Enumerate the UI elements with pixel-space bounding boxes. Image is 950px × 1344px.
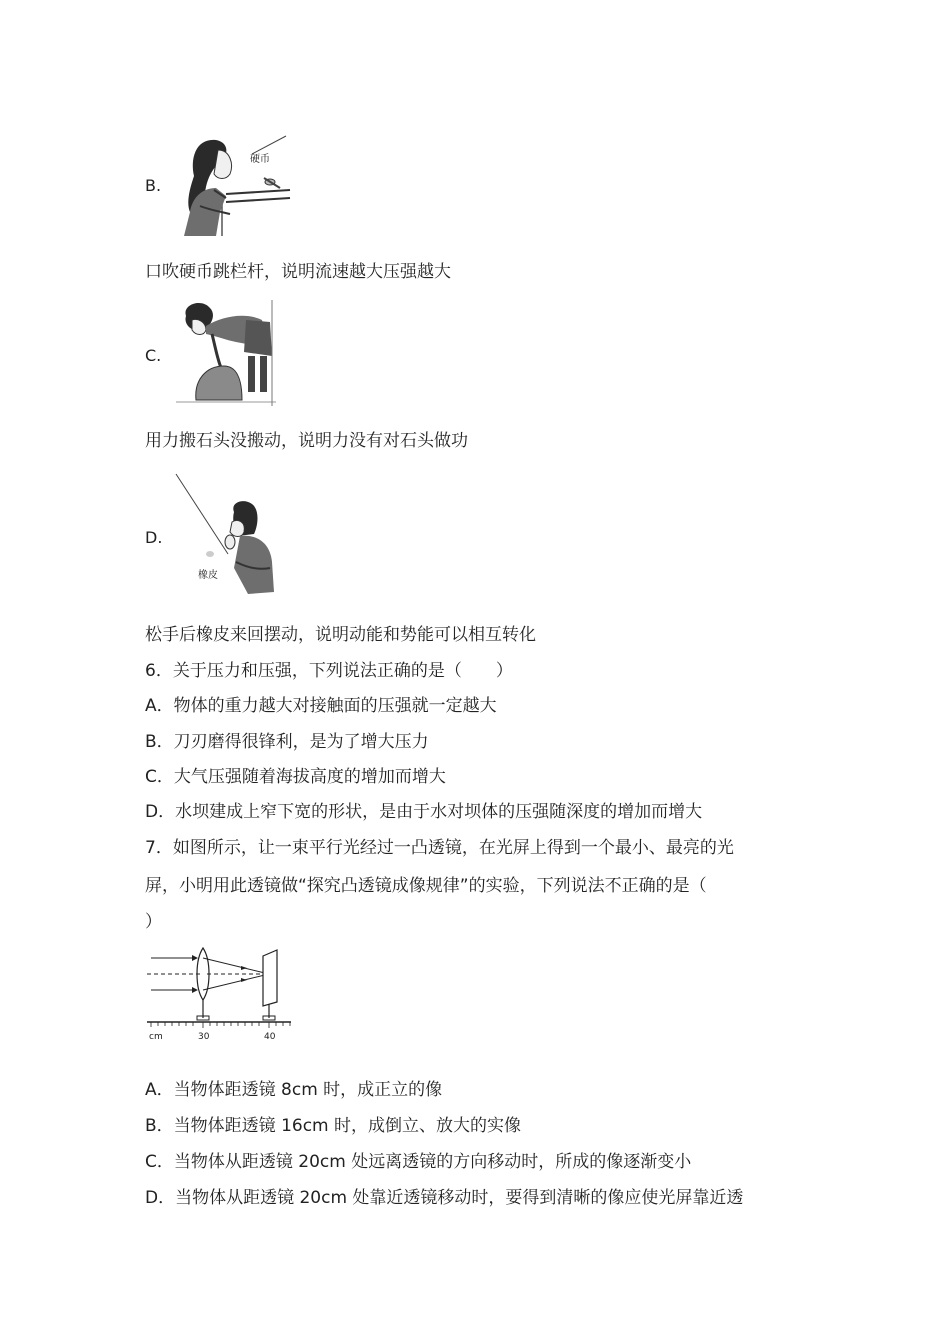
figure-lift-stone (176, 300, 276, 406)
ruler-tick-30: 30 (198, 1032, 210, 1042)
q7-option-b: B．当物体距透镜 16cm 时，成倒立、放大的实像 (145, 1116, 522, 1136)
eraser-label: 橡皮 (198, 570, 218, 581)
q6-option-c: C．大气压强随着海拔高度的增加而增大 (145, 767, 446, 787)
q7-stem-line-1: 7．如图所示，让一束平行光经过一凸透镜，在光屏上得到一个最小、最亮的光 (145, 838, 734, 858)
q7-stem-line-3: ） (145, 912, 162, 932)
coin-label: 硬币 (250, 154, 270, 165)
q6-option-b: B．刀刃磨得很锋利，是为了增大压力 (145, 732, 429, 752)
figure-pendulum-eraser (174, 472, 284, 604)
option-c-label: C. (145, 346, 162, 365)
caption-b: 口吹硬币跳栏杆，说明流速越大压强越大 (145, 262, 451, 282)
figure-convex-lens-bench (145, 946, 295, 1044)
caption-d: 松手后橡皮来回摆动，说明动能和势能可以相互转化 (145, 625, 536, 645)
q6-option-d: D．水坝建成上窄下宽的形状，是由于水对坝体的压强随深度的增加而增大 (145, 802, 703, 822)
q6-option-a: A．物体的重力越大对接触面的压强就一定越大 (145, 696, 497, 716)
caption-c: 用力搬石头没搬动，说明力没有对石头做功 (145, 431, 468, 451)
ruler-unit: cm (149, 1032, 163, 1042)
q7-option-a: A．当物体距透镜 8cm 时，成正立的像 (145, 1080, 443, 1100)
ruler-tick-40: 40 (264, 1032, 276, 1042)
option-b-label: B. (145, 176, 162, 195)
figure-blow-coin (176, 132, 292, 238)
option-d-label: D. (145, 528, 163, 547)
q6-stem: 6．关于压力和压强，下列说法正确的是（ ） (145, 661, 513, 681)
q7-stem-line-2: 屏，小明用此透镜做“探究凸透镜成像规律”的实验，下列说法不正确的是（ (145, 876, 707, 896)
q7-option-c: C．当物体从距透镜 20cm 处远离透镜的方向移动时，所成的像逐渐变小 (145, 1152, 692, 1172)
q7-option-d: D．当物体从距透镜 20cm 处靠近透镜移动时，要得到清晰的像应使光屏靠近透 (145, 1188, 744, 1208)
